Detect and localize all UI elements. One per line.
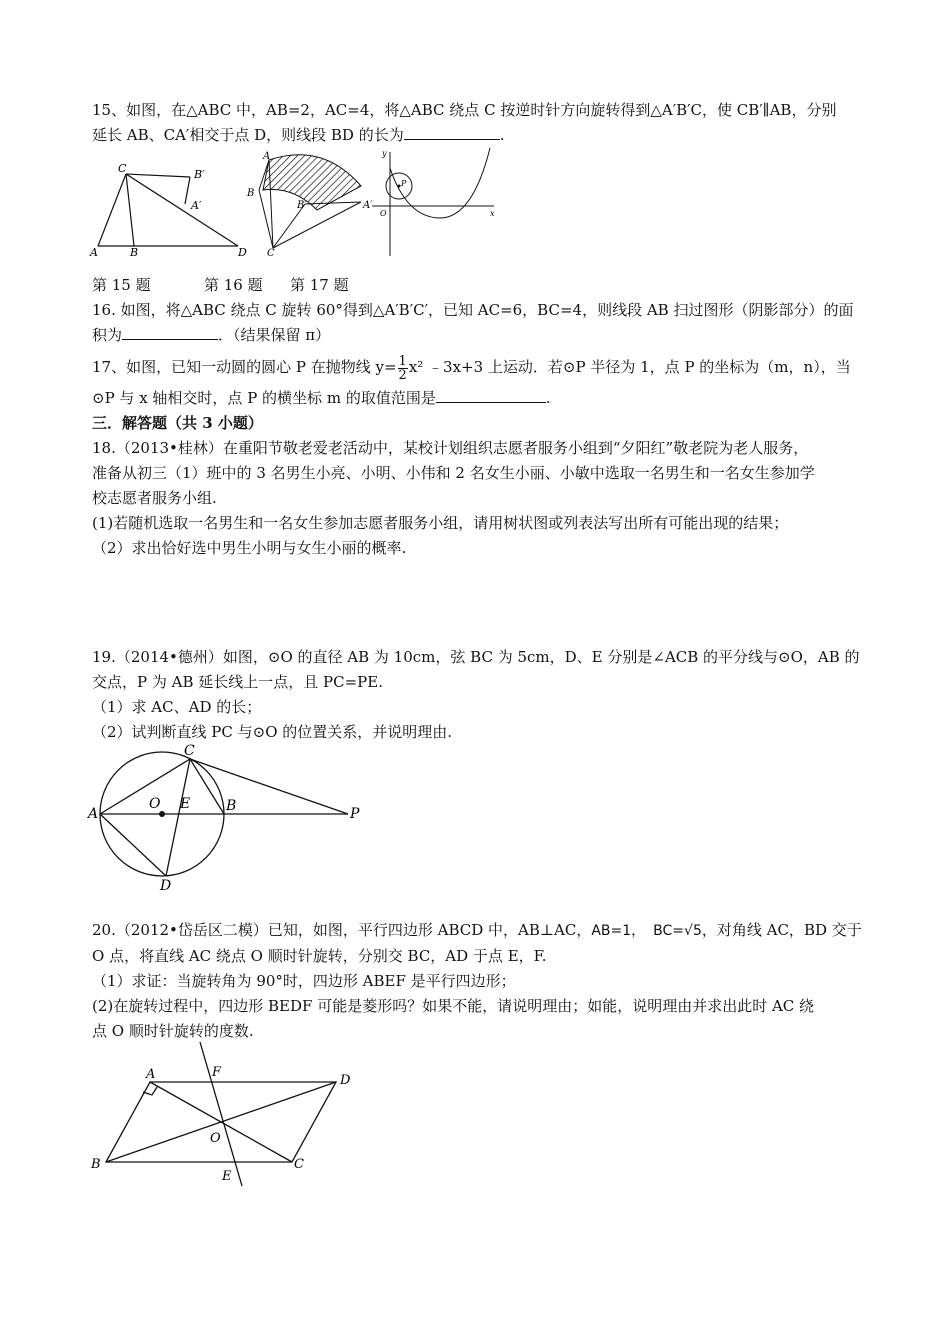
fig19-segment-CD (166, 759, 190, 876)
fig15-segment-CD (126, 174, 238, 246)
figure-20 (88, 1040, 358, 1190)
q19-sub2: （2）试判断直线 PC 与⊙O 的位置关系，并说明理由. (92, 723, 453, 741)
fig20-label-E: E (222, 1169, 232, 1184)
q20-line2: O 点，将直线 AC 绕点 O 顺时针旋转，分别交 BC，AD 于点 E，F. (92, 947, 547, 965)
q17-answer-blank (436, 386, 546, 403)
q20-block (92, 918, 862, 1044)
q15-line2-text: 延长 AB、CA′相交于点 D，则线段 BD 的长为 (92, 126, 404, 144)
caption-15: 第 15 题 (92, 276, 151, 294)
q16-line2-start: 积为 (92, 326, 123, 344)
q20-sub1: （1）求证：当旋转角为 90°时，四边形 ABEF 是平行四边形； (92, 972, 516, 990)
fig20-label-O: O (210, 1131, 221, 1146)
fig16-label-A-prime: A′ (363, 200, 373, 211)
q20-sub3: 点 O 顺时针旋转的度数. (92, 1022, 254, 1040)
fig15-label-C: C (118, 162, 127, 175)
fig16-label-C: C (267, 248, 275, 258)
section-3-heading: 三．解答题（共 3 小题） (92, 414, 263, 432)
q17-line1 (92, 352, 862, 382)
fig16-label-B-prime: B′ (297, 200, 307, 211)
fig20-label-C: C (294, 1157, 304, 1172)
q19-line1: 19.（2014•德州）如图，⊙O 的直径 AB 为 10cm，弦 BC 为 5cm，D、E 分别是∠ACB 的平分线与⊙O，AB 的 (92, 648, 860, 666)
q16-line2 (92, 323, 862, 348)
fig15-label-A: A (90, 246, 98, 259)
q17-line2 (92, 386, 862, 411)
q17-frac-den: 2 (398, 367, 407, 383)
figure-19 (86, 742, 376, 892)
q20-sqrt5: √5 (684, 923, 702, 939)
fig16-label-A: A (263, 151, 271, 162)
fig15-label-B-prime: B′ (194, 168, 205, 181)
fig19-segment-AC (100, 759, 190, 814)
q15-line2-end: . (499, 126, 505, 144)
fig19-segment-CB (190, 759, 224, 814)
caption-17: 第 17 题 (290, 276, 349, 294)
q15-answer-blank (404, 123, 500, 140)
figure-15 (88, 160, 253, 260)
q18-sub1: (1)若随机选取一名男生和一名女生参加志愿者服务小组，请用树状图或列表法写出所有可能出现的结果； (92, 514, 789, 532)
q18-line3: 校志愿者服务小组. (92, 489, 217, 507)
fig15-segment-CB-prime (126, 174, 190, 177)
fig19-segment-AD (100, 814, 166, 876)
figure-17 (368, 146, 498, 258)
q17-line1-mid: x² ﹣3x+3 上运动．若⊙P 半径为 1，点 P 的坐标为（m，n），当 (408, 358, 851, 376)
fig15-segment-CA (98, 174, 126, 246)
q17-line1-start: 17、如图，已知一动圆的圆心 P 在抛物线 y= (92, 358, 397, 376)
figure-captions (92, 273, 862, 298)
q19-block (92, 645, 862, 745)
fig19-label-A: A (88, 806, 99, 822)
fig17-label-x: x (490, 209, 495, 218)
q19-sub1: （1）求 AC、AD 的长； (92, 698, 262, 716)
q20-ab-value: AB=1， (591, 923, 646, 939)
q16-line1: 16. 如图，将△ABC 绕点 C 旋转 60°得到△A′B′C′，已知 AC=6，BC=4，则线段 AB 扫过图形（阴影部分）的面 (92, 301, 854, 319)
q20-line1 (92, 918, 862, 944)
fig19-label-O: O (149, 796, 161, 812)
worksheet-page-continued (92, 273, 862, 561)
q20-line1-end: ，对角线 AC，BD 交于 (701, 921, 862, 939)
fig15-label-B: B (130, 246, 139, 259)
q17-fraction (398, 355, 408, 382)
fig20-diagonal-BD (106, 1082, 336, 1162)
caption-16: 第 16 题 (204, 276, 263, 294)
fig15-label-A-prime: A′ (191, 199, 202, 212)
fig15-segment-CB (126, 174, 134, 246)
q17-frac-num: 1 (398, 353, 407, 369)
fig17-label-y: y (382, 149, 387, 158)
figure-16 (243, 146, 373, 258)
fig15-segment-B-prime-A-prime (185, 177, 190, 204)
fig19-label-B: B (226, 798, 237, 814)
q20-bc-label: BC= (653, 923, 685, 939)
q20-sub2: (2)在旋转过程中，四边形 BEDF 可能是菱形吗？如果不能，请说明理由；如能，说明理由并求出此时 AC 绕 (92, 997, 815, 1015)
fig19-label-E: E (180, 796, 191, 812)
q18-sub2: （2）求出恰好选中男生小明与女生小丽的概率. (92, 539, 407, 557)
fig15-label-D: D (238, 246, 247, 259)
fig16-shaded-region (263, 155, 361, 210)
fig19-segment-CP (190, 759, 348, 814)
fig20-label-F: F (212, 1065, 222, 1080)
q17-line2-end: . (545, 389, 551, 407)
fig19-label-D: D (160, 878, 172, 892)
q16-line2-end: ．（结果保留 π） (218, 326, 331, 344)
fig19-label-C: C (184, 743, 195, 759)
q15-line2 (92, 123, 862, 148)
q17-line2-start: ⊙P 与 x 轴相交时，点 P 的横坐标 m 的取值范围是 (92, 389, 436, 407)
q20-line1-start: 20.（2012•岱岳区二模）已知，如图，平行四边形 ABCD 中，AB⊥AC， (92, 921, 592, 939)
fig17-label-O: O (380, 209, 387, 218)
q19-line2: 交点，P 为 AB 延长线上一点，且 PC=PE. (92, 673, 383, 691)
worksheet-page (92, 98, 862, 148)
q16-answer-blank (122, 323, 218, 340)
q15-line1: 15、如图，在△ABC 中，AB=2，AC=4，将△ABC 绕点 C 按逆时针方向旋转得到△A′B′C，使 CB′∥AB，分别 (92, 101, 837, 119)
fig20-label-B: B (91, 1157, 101, 1172)
fig19-label-P: P (350, 806, 360, 822)
q18-line2: 准备从初三（1）班中的 3 名男生小亮、小明、小伟和 2 名女生小丽、小敏中选取一名男生和一名女生参加学 (92, 464, 815, 482)
fig20-label-A: A (146, 1067, 156, 1082)
q18-line1: 18.（2013•桂林）在重阳节敬老爱老活动中，某校计划组织志愿者服务小组到“夕阳红”敬老院为老人服务， (92, 439, 809, 457)
fig17-label-P: P (401, 179, 407, 188)
fig20-label-D: D (340, 1073, 351, 1088)
fig16-label-B: B (247, 188, 255, 199)
